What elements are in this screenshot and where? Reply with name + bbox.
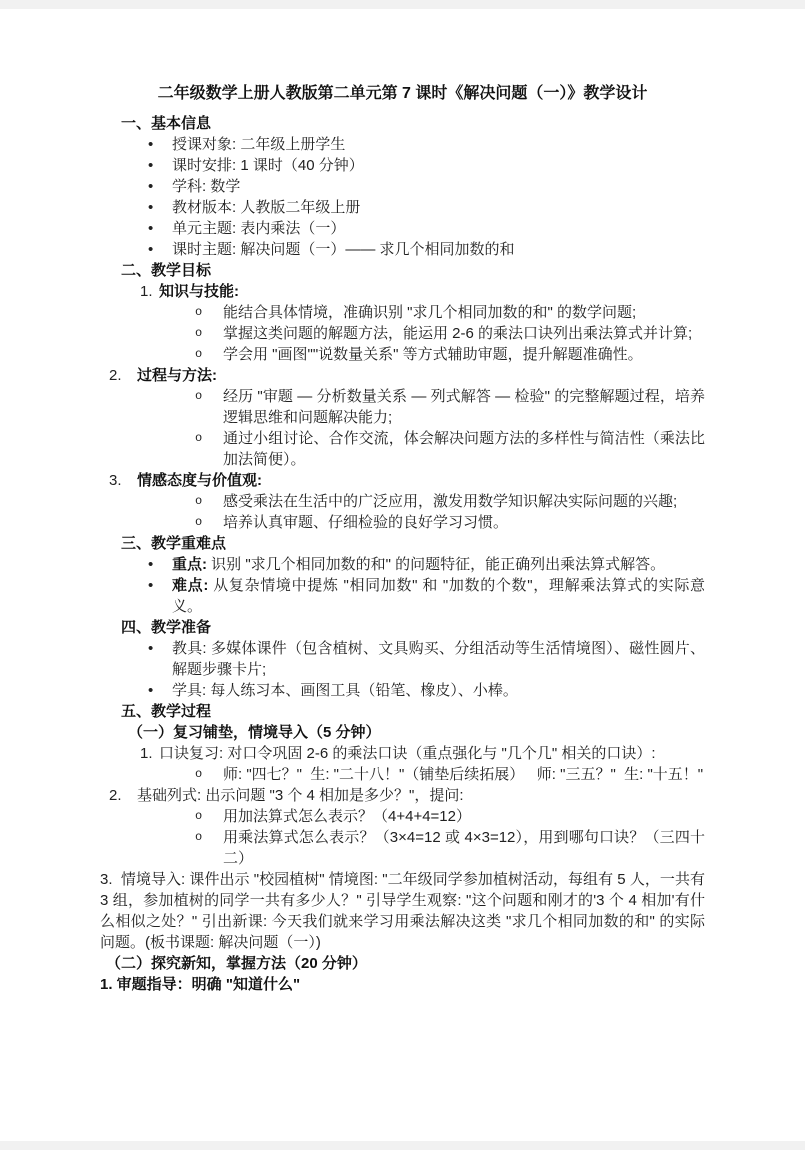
item-text: 师: "四七？" 生: "二十八！"（铺垫后续拓展） 师: "三五？" 生: "十五！"	[223, 766, 704, 783]
item-lead: 过程与方法:	[137, 367, 217, 384]
numbered-item	[100, 365, 705, 386]
item-number: 1.	[140, 745, 153, 762]
item-number: 1.	[140, 283, 153, 300]
document-paper	[0, 9, 805, 1141]
item-text: 通过小组讨论、合作交流，体会解决问题方法的多样性与简洁性（乘法比加法简便）。	[223, 430, 705, 468]
numbered-item	[100, 743, 705, 764]
subsection-heading: （二）探究新知，掌握方法（20 分钟）	[106, 955, 367, 972]
item-text	[172, 575, 705, 617]
sub-bullet-item	[100, 491, 705, 512]
item-text: 掌握这类问题的解题方法，能运用 2-6 的乘法口诀列出乘法算式并计算;	[223, 325, 693, 342]
item-text: 口诀复习: 对口令巩固 2-6 的乘法口诀（重点强化与 "几个几" 相关的口诀）:	[159, 745, 656, 762]
section-heading: 一、基本信息	[121, 115, 212, 132]
bullet-icon: •	[148, 682, 154, 699]
item-text: 能结合具体情境，准确识别 "求几个相同加数的和" 的数学问题;	[223, 304, 637, 321]
bullet-item	[100, 218, 705, 239]
document-content	[100, 113, 705, 995]
bullet-item	[100, 554, 705, 575]
item-number: 3.	[109, 472, 122, 489]
item-lead: 难点:	[172, 577, 209, 594]
sub-bullet-item	[100, 827, 705, 869]
item-text	[172, 554, 705, 575]
numbered-item	[100, 281, 705, 302]
sub-bullet-item	[100, 512, 705, 533]
numbered-item	[100, 470, 705, 491]
document-title: 二年级数学上册人教版第二单元第 7 课时《解决问题（一）》教学设计	[157, 85, 648, 102]
item-text: 培养认真审题、仔细检验的良好学习习惯。	[223, 514, 509, 531]
item-text	[137, 365, 705, 386]
item-text: 单元主题: 表内乘法（一）	[172, 220, 346, 237]
circle-bullet-icon: o	[195, 767, 203, 781]
item-text: 感受乘法在生活中的广泛应用，激发用数学知识解决实际问题的兴趣;	[223, 493, 678, 510]
item-number: 2.	[109, 787, 122, 804]
bullet-icon: •	[148, 577, 154, 594]
sub-bullet-item	[100, 302, 705, 323]
bullet-icon: •	[148, 136, 154, 153]
subsection-heading: （一）复习铺垫，情境导入（5 分钟）	[128, 724, 381, 741]
item-lead: 重点:	[172, 556, 207, 573]
bullet-icon: •	[148, 199, 154, 216]
bullet-item	[100, 134, 705, 155]
sub-bullet-item	[100, 323, 705, 344]
bullet-item	[100, 680, 705, 701]
item-text: 经历 "审题 — 分析数量关系 — 列式解答 — 检验" 的完整解题过程，培养逻辑思维和问题解决能力;	[223, 388, 705, 426]
section-heading: 二、教学目标	[121, 262, 212, 279]
paragraph: 3. 情境导入: 课件出示 "校园植树" 情境图: "二年级同学参加植树活动，每组有 5 人，一共有 3 组，参加植树的同学一共有多少人？" 引导学生观察: "这个问题和刚才的'3 个 4 相加'有什么相似之处？" 引出新课: 今天我们就来学习用乘法解决这类 "求几个相同加数的和" 的实际问题。(板书课题: 解决问题（一）)	[100, 871, 705, 951]
bullet-icon: •	[148, 640, 154, 657]
circle-bullet-icon: o	[195, 494, 203, 508]
sub-bullet-item	[100, 386, 705, 428]
item-text	[137, 470, 705, 491]
item-text	[159, 281, 705, 302]
item-text: 基础列式: 出示问题 "3 个 4 相加是多少？"，提问:	[137, 787, 464, 804]
sub-bullet-item	[100, 806, 705, 827]
bullet-item	[100, 155, 705, 176]
bullet-item	[100, 239, 705, 260]
bold-line: 1. 审题指导：明确 "知道什么"	[100, 976, 301, 993]
bullet-item	[100, 197, 705, 218]
sub-bullet-item	[100, 764, 705, 785]
bullet-icon: •	[148, 178, 154, 195]
circle-bullet-icon: o	[195, 515, 203, 529]
bullet-icon: •	[148, 220, 154, 237]
numbered-item	[100, 785, 705, 806]
circle-bullet-icon: o	[195, 389, 203, 403]
circle-bullet-icon: o	[195, 809, 203, 823]
bullet-icon: •	[148, 157, 154, 174]
circle-bullet-icon: o	[195, 830, 203, 844]
item-text: 学会用 "画图""说数量关系" 等方式辅助审题，提升解题准确性。	[223, 346, 643, 363]
item-lead: 知识与技能:	[159, 283, 239, 300]
item-number: 2.	[109, 367, 122, 384]
item-text: 用乘法算式怎么表示？（3×4=12 或 4×3=12），用到哪句口诀？（三四十二）	[223, 829, 705, 867]
section-heading: 五、教学过程	[121, 703, 212, 720]
section-heading: 四、教学准备	[121, 619, 212, 636]
circle-bullet-icon: o	[195, 431, 203, 445]
section-heading: 三、教学重难点	[121, 535, 227, 552]
bullet-icon: •	[148, 241, 154, 258]
item-text: 教具: 多媒体课件（包含植树、文具购买、分组活动等生活情境图）、磁性圆片、解题步骤卡片;	[172, 640, 705, 678]
item-text: 教材版本: 人教版二年级上册	[172, 199, 361, 216]
item-text: 课时安排: 1 课时（40 分钟）	[172, 157, 364, 174]
bullet-icon: •	[148, 556, 154, 573]
circle-bullet-icon: o	[195, 347, 203, 361]
bullet-item	[100, 575, 705, 617]
item-text: 学科: 数学	[172, 178, 241, 195]
bullet-item	[100, 176, 705, 197]
circle-bullet-icon: o	[195, 305, 203, 319]
item-rest: 从复杂情境中提炼 "相同加数" 和 "加数的个数"，理解乘法算式的实际意义。	[172, 577, 705, 615]
circle-bullet-icon: o	[195, 326, 203, 340]
item-lead: 情感态度与价值观:	[137, 472, 262, 489]
bullet-item	[100, 638, 705, 680]
sub-bullet-item	[100, 344, 705, 365]
sub-bullet-item	[100, 428, 705, 470]
item-text: 用加法算式怎么表示？（4+4+4=12）	[223, 808, 471, 825]
item-text: 课时主题: 解决问题（一）—— 求几个相同加数的和	[172, 241, 515, 258]
item-rest: 识别 "求几个相同加数的和" 的问题特征，能正确列出乘法算式解答。	[207, 556, 666, 573]
item-text: 授课对象: 二年级上册学生	[172, 136, 346, 153]
item-text: 学具: 每人练习本、画图工具（铅笔、橡皮）、小棒。	[172, 682, 518, 699]
